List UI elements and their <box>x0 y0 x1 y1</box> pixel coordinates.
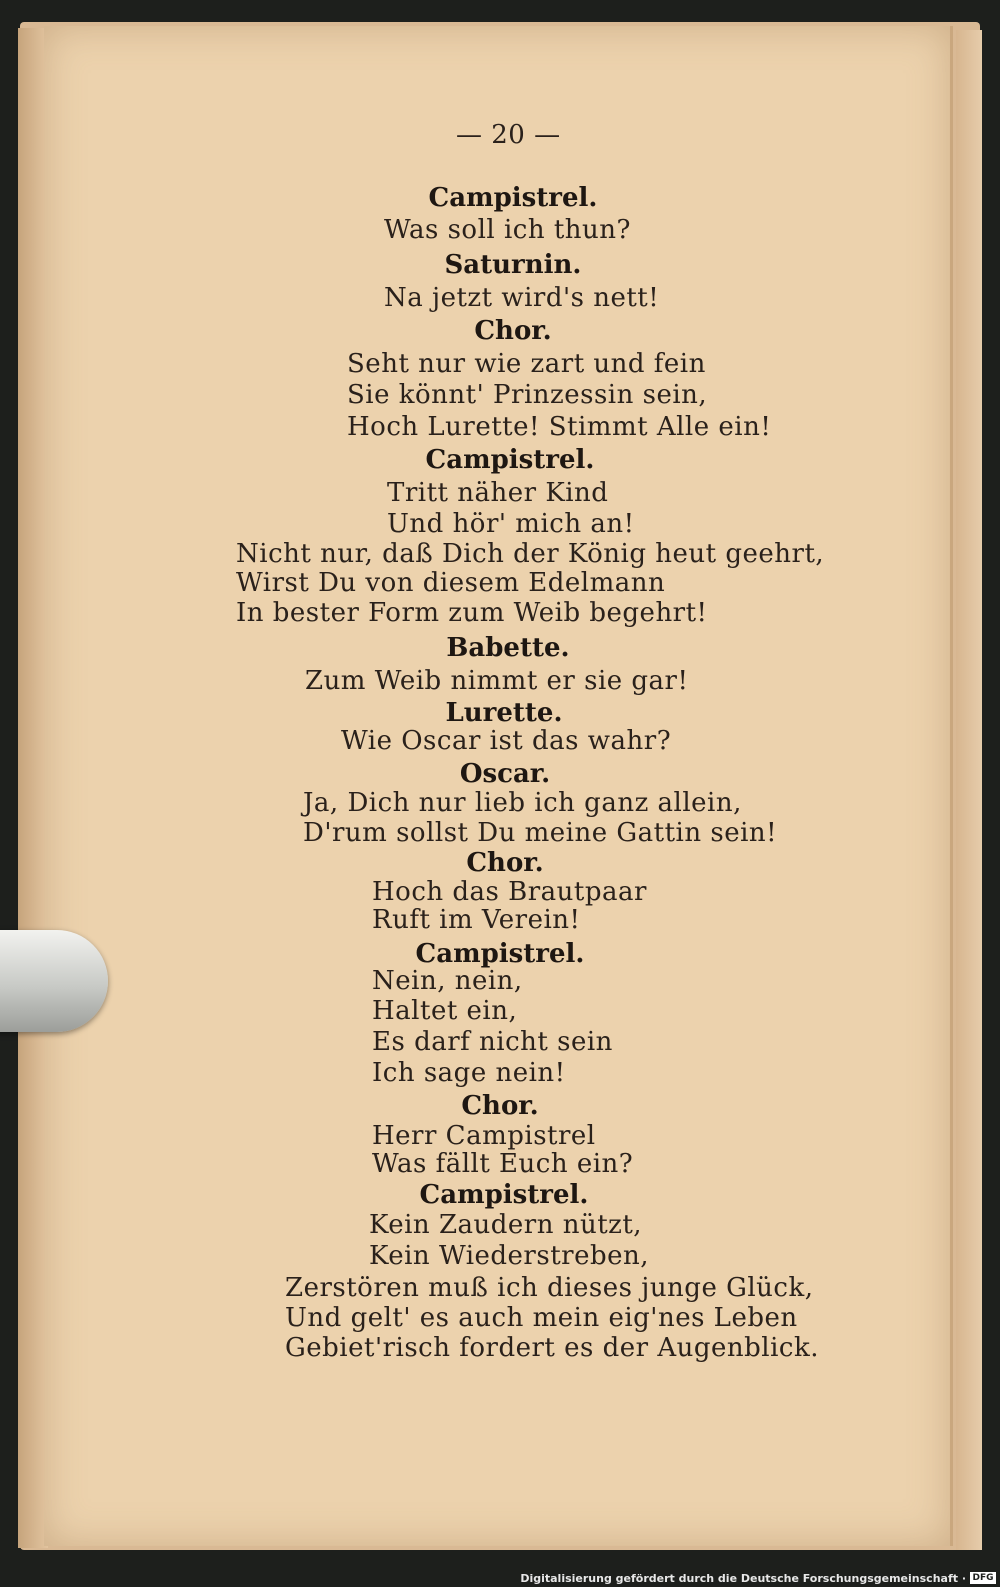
verse-line: Herr Campistrel <box>372 1121 596 1151</box>
verse-line: Wirst Du von diesem Edelmann <box>236 568 666 598</box>
verse-line: Gebiet'risch fordert es der Augenblick. <box>285 1333 820 1363</box>
verse-line: Na jetzt wird's nett! <box>384 283 660 313</box>
verse-line: Zerstören muß ich dieses junge Glück, <box>285 1273 814 1303</box>
verse-line: Seht nur wie zart und fein <box>347 349 706 379</box>
verse-line: Und hör' mich an! <box>387 509 635 539</box>
verse-line: Tritt näher Kind <box>387 478 609 508</box>
verse-line: Ja, Dich nur lieb ich ganz allein, <box>303 788 742 818</box>
verse-line: Kein Wiederstreben, <box>369 1241 650 1271</box>
speaker-name: Chor. <box>466 848 544 878</box>
verse-line: Und gelt' es auch mein eig'nes Leben <box>285 1303 798 1333</box>
dfg-logo: DFG <box>970 1572 996 1584</box>
verse-line: Was soll ich thun? <box>384 215 631 245</box>
speaker-name: Campistrel. <box>428 183 598 213</box>
verse-line: Haltet ein, <box>372 996 518 1026</box>
verse-line: Kein Zaudern nützt, <box>369 1210 643 1240</box>
verse-line: D'rum sollst Du meine Gattin sein! <box>303 818 778 848</box>
verse-line: Sie könnt' Prinzessin sein, <box>347 380 708 410</box>
verse-line: Ruft im Verein! <box>372 905 581 935</box>
verse-line: Ich sage nein! <box>372 1058 566 1088</box>
speaker-name: Babette. <box>446 633 570 663</box>
verse-line: Hoch Lurette! Stimmt Alle ein! <box>347 412 772 442</box>
verse-line: Es darf nicht sein <box>372 1027 613 1057</box>
verse-line: Nicht nur, daß Dich der König heut geehrt, <box>236 539 825 569</box>
verse-line: Zum Weib nimmt er sie gar! <box>305 666 689 696</box>
digitization-credit: Digitalisierung gefördert durch die Deutsche Forschungsgemeinschaft · <box>520 1572 966 1585</box>
speaker-name: Saturnin. <box>444 250 582 280</box>
speaker-name: Campistrel. <box>425 445 595 475</box>
verse-line: Was fällt Euch ein? <box>372 1149 634 1179</box>
speaker-name: Chor. <box>461 1091 539 1121</box>
verse-line: Hoch das Brautpaar <box>372 877 647 907</box>
verse-line: In bester Form zum Weib begehrt! <box>236 598 708 628</box>
page-number: — 20 — <box>456 120 561 150</box>
speaker-name: Campistrel. <box>415 939 585 969</box>
verse-line: Wie Oscar ist das wahr? <box>341 726 672 756</box>
verse-line: Nein, nein, <box>372 966 523 996</box>
speaker-name: Chor. <box>474 316 552 346</box>
speaker-name: Lurette. <box>445 698 563 728</box>
speaker-name: Oscar. <box>459 759 551 789</box>
speaker-name: Campistrel. <box>419 1180 589 1210</box>
